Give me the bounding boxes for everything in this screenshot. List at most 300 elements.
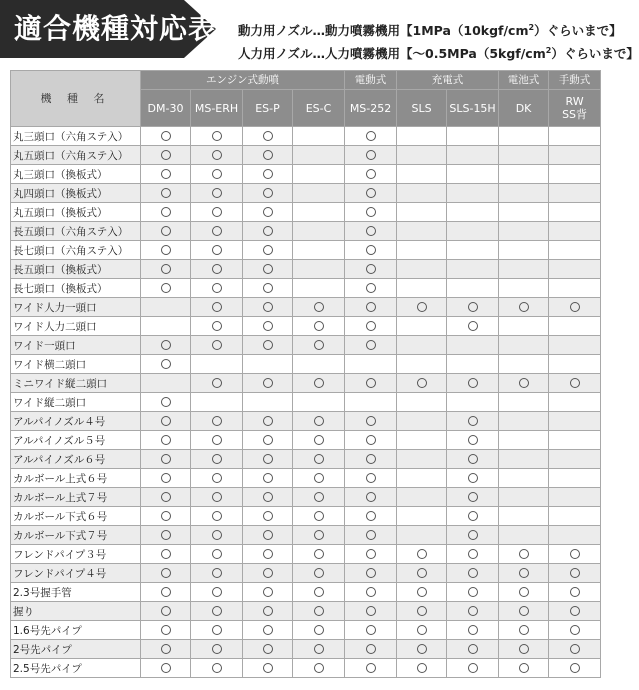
compatible-mark-icon <box>161 150 171 160</box>
compat-cell <box>549 393 601 412</box>
compat-cell <box>293 355 345 374</box>
compatible-mark-icon <box>212 473 222 483</box>
compatible-mark-icon <box>468 568 478 578</box>
compatible-mark-icon <box>366 321 376 331</box>
compat-cell <box>293 184 345 203</box>
compat-cell <box>499 336 549 355</box>
compat-cell <box>243 412 293 431</box>
compat-cell <box>293 602 345 621</box>
compat-cell <box>191 450 243 469</box>
compat-cell <box>549 317 601 336</box>
compatible-mark-icon <box>161 340 171 350</box>
compat-cell <box>397 450 447 469</box>
compat-cell <box>499 450 549 469</box>
compat-cell <box>243 621 293 640</box>
compat-cell <box>549 412 601 431</box>
compat-cell <box>141 602 191 621</box>
compat-cell <box>293 222 345 241</box>
compat-cell <box>345 412 397 431</box>
row-name: カルボール下式７号 <box>11 526 141 545</box>
compat-cell <box>345 336 397 355</box>
compat-cell <box>499 355 549 374</box>
compatible-mark-icon <box>212 454 222 464</box>
compat-cell <box>397 621 447 640</box>
compat-cell <box>499 222 549 241</box>
group-header-electric: 電動式 <box>345 71 397 90</box>
note-manual-text: 人力用ノズル…人力噴霧機用【～0.5MPa（5kgf/cm <box>238 46 546 62</box>
compatible-mark-icon <box>212 663 222 673</box>
compat-cell <box>243 298 293 317</box>
compatible-mark-icon <box>468 625 478 635</box>
note-manual-sup: 2 <box>545 46 552 56</box>
compat-cell <box>141 336 191 355</box>
compat-cell <box>191 507 243 526</box>
compat-cell <box>397 431 447 450</box>
compatible-mark-icon <box>212 587 222 597</box>
compat-cell <box>345 659 397 678</box>
compat-cell <box>345 526 397 545</box>
compat-cell <box>191 146 243 165</box>
compat-cell <box>243 583 293 602</box>
compat-cell <box>447 412 499 431</box>
compat-cell <box>447 640 499 659</box>
compatible-mark-icon <box>263 663 273 673</box>
compatible-mark-icon <box>212 492 222 502</box>
table-row <box>11 184 601 203</box>
compat-cell <box>191 184 243 203</box>
compatible-mark-icon <box>263 587 273 597</box>
compatible-mark-icon <box>366 568 376 578</box>
compat-cell <box>549 298 601 317</box>
compat-cell <box>397 165 447 184</box>
compatible-mark-icon <box>212 340 222 350</box>
compat-cell <box>447 222 499 241</box>
compatible-mark-icon <box>519 587 529 597</box>
name-column-header: 機 種 名 <box>11 71 141 127</box>
compatible-mark-icon <box>212 283 222 293</box>
group-header-battery: 電池式 <box>499 71 549 90</box>
compat-cell <box>397 146 447 165</box>
table-row <box>11 583 601 602</box>
compat-cell <box>293 279 345 298</box>
compatible-mark-icon <box>417 625 427 635</box>
compatible-mark-icon <box>519 378 529 388</box>
compatible-mark-icon <box>366 150 376 160</box>
table-row <box>11 659 601 678</box>
compatible-mark-icon <box>366 283 376 293</box>
compat-cell <box>243 564 293 583</box>
compat-cell <box>499 469 549 488</box>
table-row <box>11 507 601 526</box>
compatible-mark-icon <box>468 587 478 597</box>
compatible-mark-icon <box>161 606 171 616</box>
compatible-mark-icon <box>468 511 478 521</box>
compatible-mark-icon <box>366 340 376 350</box>
row-name: ワイド一頭口 <box>11 336 141 355</box>
compatible-mark-icon <box>468 435 478 445</box>
compat-cell <box>191 640 243 659</box>
compat-cell <box>549 241 601 260</box>
compat-cell <box>191 336 243 355</box>
compatibility-table <box>10 70 601 678</box>
table-row <box>11 526 601 545</box>
table-row <box>11 431 601 450</box>
compatible-mark-icon <box>161 492 171 502</box>
compat-cell <box>191 431 243 450</box>
compat-cell <box>141 412 191 431</box>
compat-cell <box>191 583 243 602</box>
compatible-mark-icon <box>366 264 376 274</box>
compat-cell <box>549 583 601 602</box>
compat-cell <box>345 507 397 526</box>
compat-cell <box>447 393 499 412</box>
compat-cell <box>397 469 447 488</box>
compatible-mark-icon <box>161 511 171 521</box>
compat-cell <box>293 260 345 279</box>
compatible-mark-icon <box>366 530 376 540</box>
compat-cell <box>141 393 191 412</box>
compat-cell <box>499 241 549 260</box>
compat-cell <box>499 165 549 184</box>
compatible-mark-icon <box>519 663 529 673</box>
compatible-mark-icon <box>366 606 376 616</box>
compat-cell <box>499 412 549 431</box>
row-name: 丸五頭口（六角ステ入） <box>11 146 141 165</box>
compatible-mark-icon <box>570 644 580 654</box>
compatible-mark-icon <box>263 416 273 426</box>
compatible-mark-icon <box>314 511 324 521</box>
compat-cell <box>243 146 293 165</box>
compatible-mark-icon <box>519 302 529 312</box>
note-power-suffix: ）ぐらいまで】 <box>534 23 622 39</box>
compatible-mark-icon <box>570 625 580 635</box>
compatible-mark-icon <box>263 340 273 350</box>
compat-cell <box>293 393 345 412</box>
compat-cell <box>499 602 549 621</box>
table-row <box>11 298 601 317</box>
compat-cell <box>345 203 397 222</box>
compat-cell <box>499 507 549 526</box>
compat-cell <box>397 355 447 374</box>
compat-cell <box>549 127 601 146</box>
row-name: 長七頭口（六角ステ入） <box>11 241 141 260</box>
compat-cell <box>191 659 243 678</box>
compat-cell <box>447 241 499 260</box>
table-row <box>11 393 601 412</box>
compatible-mark-icon <box>161 530 171 540</box>
compat-cell <box>549 545 601 564</box>
note-power-text: 動力用ノズル…動力噴霧機用【1MPa（10kgf/cm <box>238 23 529 39</box>
compat-cell <box>397 545 447 564</box>
compatible-mark-icon <box>263 321 273 331</box>
compatible-mark-icon <box>212 226 222 236</box>
compatible-mark-icon <box>417 549 427 559</box>
compat-cell <box>397 298 447 317</box>
compat-cell <box>191 621 243 640</box>
compat-cell <box>499 127 549 146</box>
compatible-mark-icon <box>212 530 222 540</box>
compatible-mark-icon <box>314 321 324 331</box>
compatible-mark-icon <box>263 302 273 312</box>
model-header-7: DK <box>499 90 549 127</box>
compat-cell <box>447 507 499 526</box>
compatible-mark-icon <box>417 587 427 597</box>
compat-cell <box>345 279 397 298</box>
compat-cell <box>499 431 549 450</box>
compat-cell <box>499 279 549 298</box>
compat-cell <box>293 526 345 545</box>
compat-cell <box>447 488 499 507</box>
compat-cell <box>243 545 293 564</box>
compatible-mark-icon <box>366 245 376 255</box>
compatible-mark-icon <box>417 568 427 578</box>
compatible-mark-icon <box>263 150 273 160</box>
row-name: カルボール上式６号 <box>11 469 141 488</box>
compat-cell <box>243 336 293 355</box>
compat-cell <box>447 279 499 298</box>
compat-cell <box>499 260 549 279</box>
compatible-mark-icon <box>212 245 222 255</box>
compatible-mark-icon <box>212 511 222 521</box>
compat-cell <box>397 260 447 279</box>
compat-cell <box>397 203 447 222</box>
compat-cell <box>397 488 447 507</box>
row-name: ミニワイド縦二頭口 <box>11 374 141 393</box>
compatible-mark-icon <box>314 454 324 464</box>
compatible-mark-icon <box>519 549 529 559</box>
compat-cell <box>191 374 243 393</box>
row-name: 長七頭口（換板式） <box>11 279 141 298</box>
compatible-mark-icon <box>263 606 273 616</box>
compatible-mark-icon <box>212 378 222 388</box>
compat-cell <box>549 507 601 526</box>
row-name: フレンドパイプ３号 <box>11 545 141 564</box>
compat-cell <box>243 241 293 260</box>
compat-cell <box>549 564 601 583</box>
compatible-mark-icon <box>366 511 376 521</box>
compat-cell <box>293 146 345 165</box>
compatible-mark-icon <box>314 644 324 654</box>
compatible-mark-icon <box>263 549 273 559</box>
table-row <box>11 146 601 165</box>
compatible-mark-icon <box>212 549 222 559</box>
compat-cell <box>345 165 397 184</box>
compatible-mark-icon <box>212 150 222 160</box>
model-header-0: DM-30 <box>141 90 191 127</box>
compatible-mark-icon <box>263 511 273 521</box>
row-name: カルボール下式６号 <box>11 507 141 526</box>
compat-cell <box>293 621 345 640</box>
compat-cell <box>191 165 243 184</box>
compatible-mark-icon <box>161 663 171 673</box>
compat-cell <box>345 298 397 317</box>
compat-cell <box>191 564 243 583</box>
table-row <box>11 336 601 355</box>
compatible-mark-icon <box>314 549 324 559</box>
compatible-mark-icon <box>161 549 171 559</box>
compat-cell <box>141 355 191 374</box>
compatible-mark-icon <box>468 530 478 540</box>
row-name: ワイド横二頭口 <box>11 355 141 374</box>
compat-cell <box>191 602 243 621</box>
compatible-mark-icon <box>263 169 273 179</box>
compatible-mark-icon <box>263 264 273 274</box>
compat-cell <box>397 507 447 526</box>
compat-cell <box>191 355 243 374</box>
compatible-mark-icon <box>161 245 171 255</box>
compat-cell <box>293 203 345 222</box>
compat-cell <box>499 583 549 602</box>
compatible-mark-icon <box>161 283 171 293</box>
compatible-mark-icon <box>519 644 529 654</box>
compat-cell <box>141 146 191 165</box>
compat-cell <box>191 298 243 317</box>
compat-cell <box>447 165 499 184</box>
compat-cell <box>549 374 601 393</box>
compat-cell <box>293 165 345 184</box>
compat-cell <box>345 355 397 374</box>
compat-cell <box>293 241 345 260</box>
compatible-mark-icon <box>161 359 171 369</box>
compat-cell <box>549 621 601 640</box>
compat-cell <box>191 241 243 260</box>
compatible-mark-icon <box>212 568 222 578</box>
compat-cell <box>499 146 549 165</box>
compat-cell <box>191 488 243 507</box>
compatible-mark-icon <box>314 473 324 483</box>
table-row <box>11 412 601 431</box>
compat-cell <box>447 621 499 640</box>
row-name: 丸三頭口（六角ステ入） <box>11 127 141 146</box>
compat-cell <box>243 393 293 412</box>
compat-cell <box>397 659 447 678</box>
compat-cell <box>345 374 397 393</box>
compat-cell <box>499 488 549 507</box>
compatible-mark-icon <box>263 454 273 464</box>
row-name: 握り <box>11 602 141 621</box>
compat-cell <box>191 412 243 431</box>
compatible-mark-icon <box>161 416 171 426</box>
compatible-mark-icon <box>366 207 376 217</box>
row-name: ワイド人力一頭口 <box>11 298 141 317</box>
compatible-mark-icon <box>468 473 478 483</box>
compatible-mark-icon <box>161 644 171 654</box>
compat-cell <box>141 184 191 203</box>
compat-cell <box>549 602 601 621</box>
compatible-mark-icon <box>161 188 171 198</box>
compat-cell <box>191 127 243 146</box>
compat-cell <box>293 659 345 678</box>
compat-cell <box>345 469 397 488</box>
compat-cell <box>293 127 345 146</box>
compat-cell <box>447 374 499 393</box>
compatible-mark-icon <box>314 625 324 635</box>
compat-cell <box>345 488 397 507</box>
compat-cell <box>499 621 549 640</box>
compatible-mark-icon <box>263 644 273 654</box>
compat-cell <box>397 184 447 203</box>
compat-cell <box>549 279 601 298</box>
compat-cell <box>141 241 191 260</box>
compat-cell <box>447 545 499 564</box>
model-header-3: ES-C <box>293 90 345 127</box>
compatible-mark-icon <box>519 568 529 578</box>
note-power-sup: 2 <box>528 23 535 32</box>
compatible-mark-icon <box>212 644 222 654</box>
compatible-mark-icon <box>263 473 273 483</box>
table-row <box>11 279 601 298</box>
compat-cell <box>141 583 191 602</box>
compatible-mark-icon <box>212 435 222 445</box>
compat-cell <box>499 298 549 317</box>
compatible-mark-icon <box>314 435 324 445</box>
compat-cell <box>447 564 499 583</box>
row-name: 2号先パイプ <box>11 640 141 659</box>
compat-cell <box>499 640 549 659</box>
table-row <box>11 564 601 583</box>
compatible-mark-icon <box>212 321 222 331</box>
compat-cell <box>549 488 601 507</box>
compat-cell <box>345 564 397 583</box>
row-name: 丸五頭口（換板式） <box>11 203 141 222</box>
compat-cell <box>243 374 293 393</box>
group-header-engine: エンジン式動噴 <box>141 71 345 90</box>
compat-cell <box>243 526 293 545</box>
compat-cell <box>447 659 499 678</box>
compat-cell <box>345 450 397 469</box>
row-name: 長五頭口（六角ステ入） <box>11 222 141 241</box>
compat-cell <box>447 355 499 374</box>
compat-cell <box>141 165 191 184</box>
compat-cell <box>141 203 191 222</box>
compatible-mark-icon <box>366 226 376 236</box>
compat-cell <box>191 260 243 279</box>
table-row <box>11 374 601 393</box>
row-name: アルパイノズル６号 <box>11 450 141 469</box>
compat-cell <box>549 260 601 279</box>
compatible-mark-icon <box>263 245 273 255</box>
compat-cell <box>345 602 397 621</box>
compat-cell <box>447 184 499 203</box>
compat-cell <box>141 317 191 336</box>
compat-cell <box>549 526 601 545</box>
compat-cell <box>293 374 345 393</box>
compat-cell <box>141 564 191 583</box>
page-title: 適合機種対応表 <box>14 12 218 45</box>
compat-cell <box>141 545 191 564</box>
row-name: ワイド縦二頭口 <box>11 393 141 412</box>
compat-cell <box>499 317 549 336</box>
compat-cell <box>243 279 293 298</box>
compat-cell <box>293 336 345 355</box>
compatible-mark-icon <box>263 188 273 198</box>
table-row <box>11 545 601 564</box>
compat-cell <box>447 526 499 545</box>
table-row <box>11 355 601 374</box>
compat-cell <box>397 374 447 393</box>
compat-cell <box>397 241 447 260</box>
compat-cell <box>397 583 447 602</box>
compatible-mark-icon <box>314 606 324 616</box>
compatible-mark-icon <box>468 416 478 426</box>
compat-cell <box>345 583 397 602</box>
compat-cell <box>243 203 293 222</box>
compat-cell <box>191 203 243 222</box>
compatible-mark-icon <box>468 606 478 616</box>
compatible-mark-icon <box>366 663 376 673</box>
compatible-mark-icon <box>263 568 273 578</box>
compat-cell <box>191 469 243 488</box>
